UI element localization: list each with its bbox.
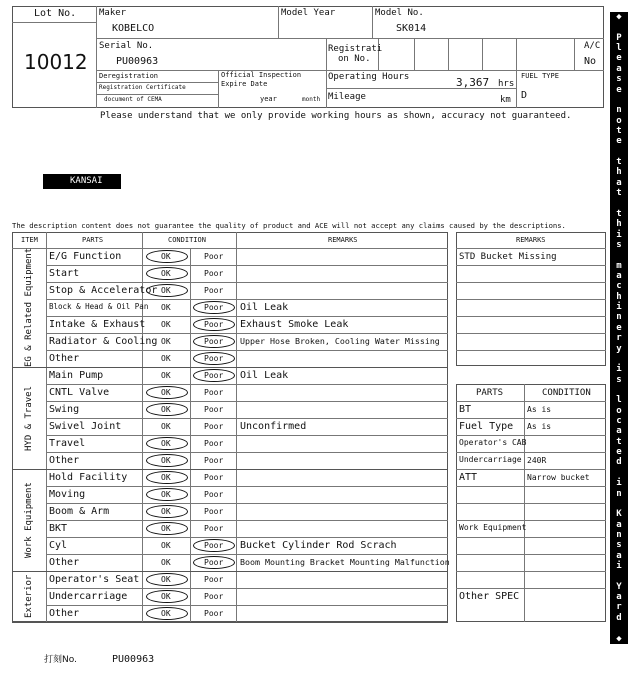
month-label: month [302, 96, 321, 103]
poor-option: Poor [204, 456, 224, 465]
lot-label: Lot No. [34, 8, 77, 19]
group-label: Work Equipment [24, 482, 34, 558]
ok-option: OK [161, 337, 171, 346]
table-row-part: Main Pump [49, 370, 104, 381]
parts-line [456, 469, 606, 470]
poor-option: Poor [204, 490, 224, 499]
ok-option: OK [161, 371, 171, 380]
poor-option: Poor [204, 320, 224, 329]
stamp-value: PU00963 [112, 654, 155, 665]
sidebar-char: h [616, 291, 622, 302]
sidebar-char [610, 95, 628, 105]
row-line [46, 333, 448, 334]
group-divider [12, 367, 448, 368]
right-part-condition: As is [527, 422, 552, 431]
poor-option: Poor [204, 507, 224, 516]
sidebar-char: K [616, 509, 622, 520]
table-row-part: Hold Facility [49, 472, 128, 483]
right-parts-header: PARTS [476, 388, 504, 398]
sidebar-char: s [616, 74, 622, 85]
table-row-part: Swivel Joint [49, 421, 122, 432]
deregistration-label: Deregistration [99, 72, 159, 80]
registration-certificate-label: Registration Certificate [99, 84, 186, 91]
poor-option: Poor [204, 286, 224, 295]
table-row-part: Start [49, 268, 80, 279]
ok-circle [146, 454, 188, 467]
ok-circle [146, 505, 188, 518]
poor-option: Poor [204, 269, 224, 278]
item-header: ITEM [21, 236, 38, 244]
ok-option: OK [161, 541, 171, 550]
table-row-part: Other [49, 608, 80, 619]
right-part-name: Other SPEC [459, 591, 520, 602]
poor-option: Poor [204, 354, 224, 363]
row-line [46, 452, 448, 453]
remarks-line [456, 333, 606, 334]
ok-option: OK [161, 269, 171, 278]
sidebar-char: n [616, 105, 622, 116]
ac-value: No [584, 56, 597, 67]
sidebar-char: n [616, 529, 622, 540]
sidebar-char: i [616, 302, 622, 313]
sidebar-char [610, 385, 628, 395]
poor-circle [193, 318, 235, 331]
parts-line [456, 537, 606, 538]
ok-option: OK [161, 286, 171, 295]
table-row-part: Boom & Arm [49, 506, 110, 517]
table-row-part: Operator's Seat [49, 574, 140, 585]
group-divider [12, 622, 448, 623]
sidebar-char: l [616, 43, 622, 54]
sidebar-char: m [616, 260, 622, 271]
table-row-remark: Exhaust Smoke Leak [240, 319, 349, 330]
ok-option: OK [161, 558, 171, 567]
disclaimer-text: The description content does not guarantee the quality of product and ACE will not accept any claims caused by the descriptions. [12, 221, 566, 230]
sidebar-char: t [616, 188, 622, 199]
right-part-name: BT [459, 404, 472, 415]
table-row-remark: Upper Hose Broken, Cooling Water Missing [240, 336, 440, 346]
poor-option: Poor [204, 252, 224, 261]
poor-option: Poor [204, 405, 224, 414]
sidebar-char: r [616, 333, 622, 344]
sidebar-char: e [616, 84, 622, 95]
sidebar-char: y [616, 343, 622, 354]
cema-label: document of CEMA [104, 96, 162, 103]
ok-circle [146, 386, 188, 399]
table-row-part: Block & Head & Oil Pan [49, 302, 149, 311]
sidebar-char: a [616, 519, 622, 530]
ok-option: OK [161, 575, 171, 584]
remarks-line [456, 265, 606, 266]
table-row-part: Other [49, 557, 80, 568]
row-line [46, 588, 448, 589]
registration-label: Registrati [328, 44, 383, 54]
condition-header: CONDITION [168, 236, 206, 244]
right-part-name: Operator's CAB [459, 438, 527, 447]
maker-label: Maker [99, 8, 127, 18]
parts-line [456, 401, 606, 402]
sidebar-char: a [616, 592, 622, 603]
row-line [46, 299, 448, 300]
parts-line [456, 418, 606, 419]
kansai-notice-sidebar [610, 12, 628, 644]
ok-option: OK [161, 490, 171, 499]
sidebar-char: r [616, 602, 622, 613]
poor-option: Poor [204, 337, 224, 346]
ok-circle [146, 250, 188, 263]
poor-option: Poor [204, 592, 224, 601]
sidebar-char: a [616, 270, 622, 281]
sidebar-char: o [616, 115, 622, 126]
ok-option: OK [161, 405, 171, 414]
table-row-remark: Oil Leak [240, 370, 289, 381]
table-row-remark: Bucket Cylinder Rod Scrach [240, 540, 397, 551]
poor-circle [193, 301, 235, 314]
registration-label-2: on No. [338, 54, 371, 64]
group-divider [12, 469, 448, 470]
remarks-line [456, 282, 606, 283]
row-line [46, 316, 448, 317]
poor-option: Poor [204, 524, 224, 533]
group-divider [12, 571, 448, 572]
row-line [46, 537, 448, 538]
sidebar-char [610, 22, 628, 32]
inspection-label: Official Inspection [221, 71, 302, 79]
model-no-value: SK014 [396, 23, 427, 34]
sidebar-char: o [616, 405, 622, 416]
remarks-header: REMARKS [328, 236, 358, 244]
inspection-label-2: Expire Date [221, 80, 268, 88]
ok-option: OK [161, 592, 171, 601]
ok-option: OK [161, 303, 171, 312]
sidebar-char: s [616, 239, 622, 250]
sidebar-char: s [616, 374, 622, 385]
parts-line [456, 435, 606, 436]
poor-option: Poor [204, 609, 224, 618]
location-badge-text: KANSAI [70, 176, 103, 186]
right-part-condition: 240R [527, 456, 547, 465]
parts-line [456, 588, 606, 589]
right-remarks-header: REMARKS [516, 236, 546, 244]
parts-line [456, 554, 606, 555]
sidebar-char: a [616, 550, 622, 561]
ok-circle [146, 437, 188, 450]
sidebar-char: h [616, 219, 622, 230]
poor-circle [193, 352, 235, 365]
right-part-condition: Narrow bucket [527, 473, 590, 482]
parts-line [456, 486, 606, 487]
poor-option: Poor [204, 558, 224, 567]
sidebar-char: t [616, 157, 622, 168]
right-part-name: ATT [459, 472, 478, 483]
ok-option: OK [161, 473, 171, 482]
parts-line [456, 571, 606, 572]
sidebar-char: a [616, 63, 622, 74]
sidebar-char: l [616, 395, 622, 406]
mileage-label: Mileage [328, 92, 366, 102]
stamp-label: 打刻No. [44, 655, 77, 665]
sidebar-char: d [616, 457, 622, 468]
maker-value: KOBELCO [112, 23, 155, 34]
km-label: km [500, 95, 511, 105]
sidebar-char: a [616, 426, 622, 437]
ok-option: OK [161, 439, 171, 448]
ok-option: OK [161, 388, 171, 397]
sidebar-char: P [616, 32, 622, 43]
ok-option: OK [161, 320, 171, 329]
sidebar-char: a [616, 177, 622, 188]
ok-option: OK [161, 507, 171, 516]
ok-circle [146, 522, 188, 535]
sidebar-char: h [616, 167, 622, 178]
sidebar-char: t [616, 436, 622, 447]
poor-option: Poor [204, 473, 224, 482]
sidebar-char: c [616, 416, 622, 427]
row-line [46, 486, 448, 487]
sidebar-char: t [616, 125, 622, 136]
sidebar-char [610, 623, 628, 633]
ok-circle [146, 267, 188, 280]
right-part-name: Undercarriage [459, 455, 522, 464]
table-row-part: BKT [49, 523, 68, 534]
fuel-type-value: D [521, 90, 528, 101]
table-row-part: Undercarriage [49, 591, 128, 602]
ok-option: OK [161, 252, 171, 261]
sidebar-char: Y [616, 581, 622, 592]
sidebar-char: i [616, 364, 622, 375]
table-row-part: Other [49, 455, 80, 466]
table-row-part: Radiator & Cooling [49, 336, 158, 347]
sidebar-char: n [616, 312, 622, 323]
sidebar-char: i [616, 561, 622, 572]
row-line [46, 418, 448, 419]
parts-line [456, 503, 606, 504]
row-line [46, 435, 448, 436]
lot-number: 10012 [24, 50, 88, 74]
right-part-condition: As is [527, 405, 552, 414]
ok-option: OK [161, 456, 171, 465]
sidebar-char [610, 250, 628, 260]
table-row-remark: Boom Mounting Bracket Mounting Malfunction [240, 557, 450, 567]
sidebar-char [610, 147, 628, 157]
ok-circle [146, 403, 188, 416]
poor-option: Poor [204, 422, 224, 431]
operating-hours-label: Operating Hours [328, 72, 410, 82]
row-line [46, 554, 448, 555]
sidebar-char [610, 198, 628, 208]
poor-circle [193, 539, 235, 552]
ok-option: OK [161, 354, 171, 363]
ok-circle [146, 488, 188, 501]
sidebar-char: c [616, 281, 622, 292]
ok-circle [146, 573, 188, 586]
table-row-part: Travel [49, 438, 86, 449]
table-row-part: Cyl [49, 540, 68, 551]
poor-option: Poor [204, 303, 224, 312]
remarks-line [456, 350, 606, 351]
serial-label: Serial No. [99, 41, 154, 51]
row-line [46, 282, 448, 283]
row-line [46, 384, 448, 385]
sidebar-char: ◆ [616, 12, 622, 22]
right-condition-header: CONDITION [542, 388, 591, 398]
right-part-name: Work Equipment [459, 523, 527, 532]
poor-circle [193, 335, 235, 348]
row-line [46, 605, 448, 606]
sidebar-char: e [616, 322, 622, 333]
table-row-part: Other [49, 353, 80, 364]
model-no-label: Model No. [375, 8, 424, 18]
sidebar-char: e [616, 53, 622, 64]
table-row-part: Stop & Accelerator [49, 285, 158, 296]
parts-line [456, 520, 606, 521]
remarks-line [456, 299, 606, 300]
right-part-name: Fuel Type [459, 421, 514, 432]
row-line [46, 520, 448, 521]
remarks-line [456, 248, 606, 249]
poor-circle [193, 556, 235, 569]
sidebar-char [610, 468, 628, 478]
table-row-remark: Oil Leak [240, 302, 289, 313]
right-remarks-line: STD Bucket Missing [459, 252, 557, 262]
row-line [46, 401, 448, 402]
poor-option: Poor [204, 541, 224, 550]
poor-option: Poor [204, 575, 224, 584]
poor-option: Poor [204, 439, 224, 448]
fuel-type-label: FUEL TYPE [521, 72, 559, 80]
ok-option: OK [161, 422, 171, 431]
serial-value: PU00963 [116, 56, 159, 67]
table-row-part: E/G Function [49, 251, 122, 262]
operating-hours-value: 3,367 [456, 76, 490, 89]
group-label: Exterior [24, 574, 34, 619]
year-label: year [260, 95, 277, 103]
ok-circle [146, 284, 188, 297]
row-line [46, 503, 448, 504]
sidebar-char: i [616, 478, 622, 489]
table-row-part: Moving [49, 489, 86, 500]
group-label: EG & Related Equipment [24, 247, 34, 367]
sidebar-char: n [616, 488, 622, 499]
table-row-part: CNTL Valve [49, 387, 110, 398]
table-row-part: Intake & Exhaust [49, 319, 146, 330]
model-year-label: Model Year [281, 8, 336, 18]
sidebar-char: ◆ [616, 633, 622, 644]
poor-circle [193, 369, 235, 382]
sidebar-char: e [616, 136, 622, 147]
notice-text: Please understand that we only provide working hours as shown, accuracy not guaranteed. [100, 111, 572, 121]
poor-option: Poor [204, 388, 224, 397]
ok-circle [146, 471, 188, 484]
parts-line [456, 452, 606, 453]
sidebar-char: s [616, 540, 622, 551]
remarks-line [456, 316, 606, 317]
row-line [46, 265, 448, 266]
poor-option: Poor [204, 371, 224, 380]
group-label: HYD & Travel [24, 385, 34, 451]
ok-option: OK [161, 524, 171, 533]
sidebar-char: i [616, 229, 622, 240]
sidebar-char: d [616, 612, 622, 623]
sidebar-char [610, 354, 628, 364]
hrs-label: hrs [498, 79, 515, 89]
sidebar-char: e [616, 447, 622, 458]
ok-option: OK [161, 609, 171, 618]
sidebar-char: t [616, 208, 622, 219]
sidebar-char [610, 571, 628, 581]
ok-circle [146, 607, 188, 620]
row-line [46, 350, 448, 351]
parts-header: PARTS [82, 236, 104, 244]
sidebar-char [610, 499, 628, 509]
table-row-part: Swing [49, 404, 80, 415]
ac-label: A/C [584, 41, 601, 51]
table-row-remark: Unconfirmed [240, 421, 307, 432]
ok-circle [146, 590, 188, 603]
